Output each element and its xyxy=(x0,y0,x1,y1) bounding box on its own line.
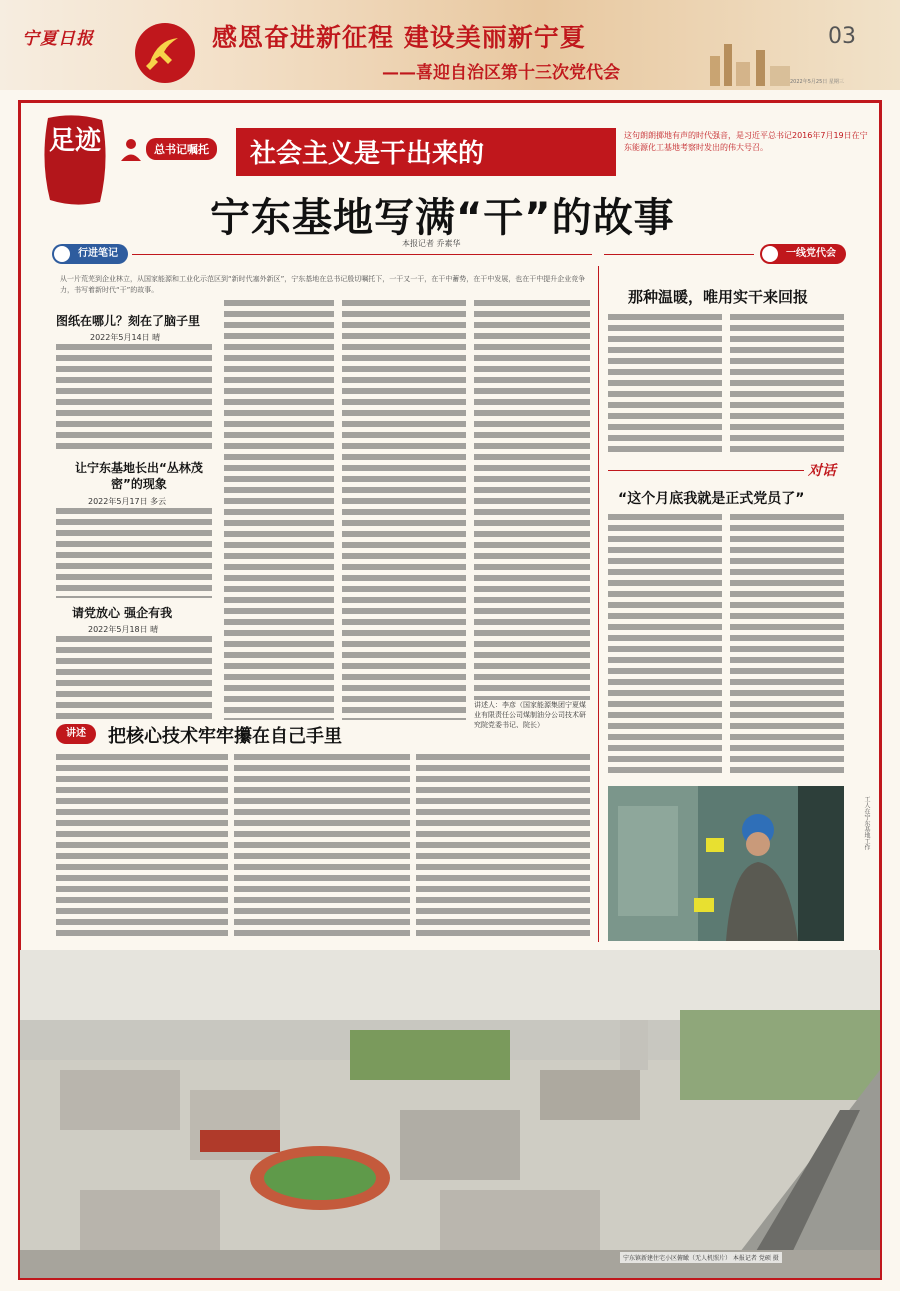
article-body xyxy=(56,636,212,720)
speaker-note: 讲述人：李彦（国家能源集团宁夏煤业有限责任公司煤制油分公司技术研究院党委书记、院长） xyxy=(474,701,586,729)
column-divider xyxy=(598,266,599,942)
globe-icon xyxy=(54,246,70,262)
section-tag-right-label: 一线党代会 xyxy=(786,248,836,259)
photo-caption: 工人在宁东基地工作 xyxy=(863,796,870,850)
date-strip: 2022年5月25日 星期三 xyxy=(790,79,844,85)
headline: 宁东基地写满“干”的故事 xyxy=(210,195,675,241)
page-banner xyxy=(0,0,900,90)
sidebar-body xyxy=(730,314,844,454)
divider xyxy=(604,254,754,255)
sidebar-heading: “这个月底我就是正式党员了” xyxy=(618,491,805,507)
article-date: 2022年5月17日 多云 xyxy=(88,497,167,506)
dialogue-tag: 对话 xyxy=(808,463,836,479)
narrate-tag: 讲述 xyxy=(56,724,96,744)
party-emblem-icon xyxy=(128,22,202,84)
article-body xyxy=(56,344,212,454)
article-body xyxy=(234,754,410,936)
article-heading: 请党放心 强企有我 xyxy=(72,606,173,620)
article-body xyxy=(224,300,334,720)
section-tag-right xyxy=(760,244,846,264)
banner-title: 感恩奋进新征程 建设美丽新宁夏 xyxy=(212,23,586,52)
article-body xyxy=(56,508,212,598)
article-heading: 把核心技术牢牢攥在自己手里 xyxy=(108,726,342,747)
aerial-caption: 宁东镇新建住宅小区俯瞰（无人机照片） 本报记者 党硕 摄 xyxy=(620,1252,782,1263)
column-label: 足迹 xyxy=(48,126,101,156)
quote-note: 这句朗朗掷地有声的时代强音，是习近平总书记2016年7月19日在宁东能源化工基地考察时发出的伟大号召。 xyxy=(624,131,868,152)
newspaper-masthead: 宁夏日报 xyxy=(22,29,94,49)
article-date: 2022年5月14日 晴 xyxy=(90,333,161,342)
section-tag-left xyxy=(52,244,128,264)
byline: 本报记者 乔素华 xyxy=(402,239,461,248)
column-tag: 总书记嘱托 xyxy=(146,138,217,160)
article-heading: 让宁东基地长出“丛林茂密”的现象 xyxy=(75,461,203,491)
article-date: 2022年5月18日 晴 xyxy=(88,625,159,634)
sidebar-body xyxy=(608,314,722,454)
sidebar-body xyxy=(608,514,722,776)
lead-paragraph: 从一片荒芜到企业林立，从国家能源和工业化示范区到“新时代塞外新区”，宁东基地在总书记殷切嘱托下，一干又一干，在干中蓄势，在干中发展，也在干中提升企业竞争力，书写着新时代“干”的故事。 xyxy=(60,275,586,294)
divider xyxy=(132,254,592,255)
article-body xyxy=(474,300,590,700)
article-body xyxy=(342,300,466,720)
person-icon xyxy=(118,136,144,162)
sidebar-heading: 那种温暖，唯用实干来回报 xyxy=(628,288,809,306)
worker-photo xyxy=(608,786,844,941)
aerial-city-photo xyxy=(20,950,880,1278)
article-body xyxy=(56,754,228,936)
sidebar-body xyxy=(730,514,844,776)
divider xyxy=(608,470,804,471)
section-tag-left-label: 行进笔记 xyxy=(78,248,118,259)
article-body xyxy=(416,754,590,936)
flag-icon xyxy=(762,246,778,262)
quote-text: 社会主义是干出来的 xyxy=(250,139,485,169)
page-number: 03 xyxy=(828,24,856,49)
banner-subtitle: ——喜迎自治区第十三次党代会 xyxy=(382,63,620,83)
article-heading: 图纸在哪儿？刻在了脑子里 xyxy=(56,314,201,328)
